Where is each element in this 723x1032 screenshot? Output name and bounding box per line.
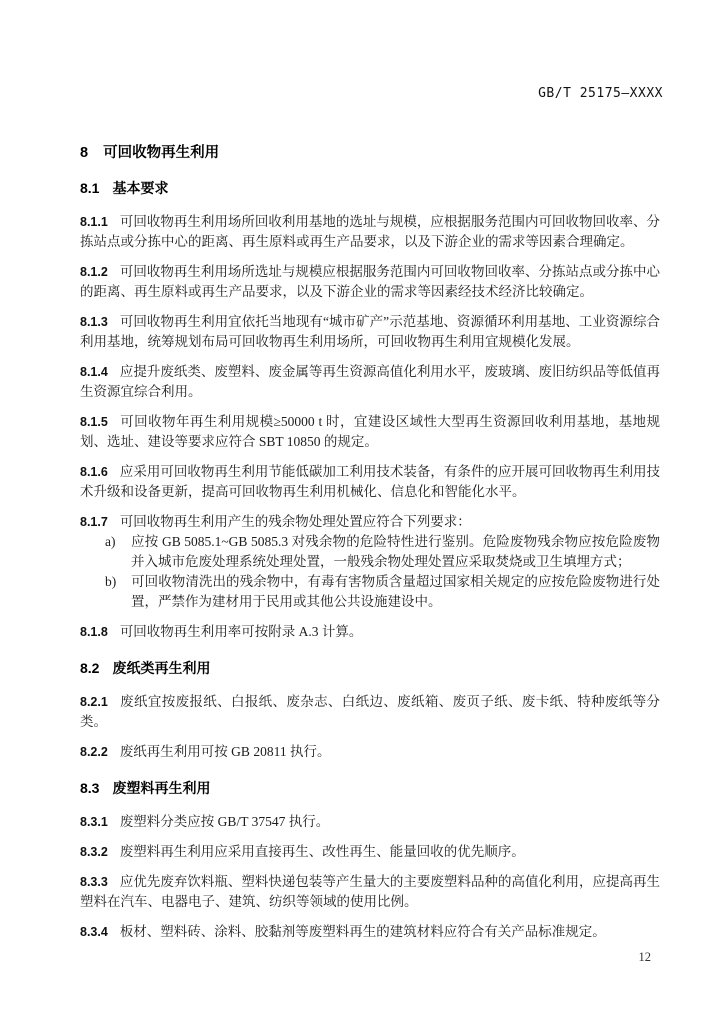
doc-number: GB/T 25175—XXXX (538, 86, 663, 101)
page-number: 12 (638, 950, 651, 964)
chapter-number: 8 (80, 145, 89, 161)
chapter-heading (80, 145, 660, 161)
clause-8-1-3 (80, 312, 660, 352)
section-number: 8.3 (80, 780, 100, 796)
section-heading (80, 780, 660, 796)
clause-8-2-2 (80, 742, 660, 762)
clause-8-3-4 (80, 922, 660, 942)
clause-8-3-2 (80, 842, 660, 862)
clause-text: 可回收物再生利用产生的残余物处理处置应符合下列要求： (119, 514, 471, 529)
section-heading (80, 180, 660, 196)
list-item-text: 应按 GB 5085.1~GB 5085.3 对残余物的危险特性进行鉴别。危险废物残余物应按危险废物并入城市危废处理系统处理处置，一般残余物处理处置应采取焚烧或卫生填埋方式； (131, 534, 660, 569)
section-title: 废纸类再生利用 (112, 660, 211, 676)
clause-text: 可回收物再生利用率可按附录 A.3 计算。 (119, 624, 363, 639)
clause-number: 8.1.7 (80, 515, 108, 529)
list-item-label: b) (105, 574, 117, 589)
clause-8-3-3 (80, 872, 660, 912)
list-item-a (105, 532, 660, 572)
clause-text: 可回收物再生利用宜依托当地现有“城市矿产”示范基地、资源循环利用基地、工业资源综合利用基地，统筹规划布局可回收物再生利用场所，可回收物再生利用宜规模化发展。 (80, 314, 660, 349)
clause-number: 8.1.4 (80, 365, 108, 379)
section-number: 8.2 (80, 660, 100, 676)
clause-8-1-7-list (105, 532, 660, 612)
clause-8-1-7 (80, 512, 660, 532)
clause-8-1-4 (80, 362, 660, 402)
clause-number: 8.2.2 (80, 745, 108, 759)
section-title: 废塑料再生利用 (112, 780, 211, 796)
clause-number: 8.1.2 (80, 265, 108, 279)
clause-number: 8.1.3 (80, 315, 108, 329)
list-item-b (105, 572, 660, 612)
clause-number: 8.2.1 (80, 695, 108, 709)
section-8-3 (80, 780, 660, 942)
clause-8-1-8 (80, 622, 660, 642)
list-item-text: 可回收物清洗出的残余物中，有毒有害物质含量超过国家相关规定的应按危险废物进行处置，严禁作为建材用于民用或其他公共设施建设中。 (131, 574, 660, 609)
clause-number: 8.1.8 (80, 625, 108, 639)
clause-text: 废塑料分类应按 GB/T 37547 执行。 (119, 814, 330, 829)
clause-text: 应采用可回收物再生利用节能低碳加工利用技术装备，有条件的应开展可回收物再生利用技术升级和设备更新，提高可回收物再生利用机械化、信息化和智能化水平。 (80, 464, 660, 499)
clause-text: 可回收物再生利用场所回收利用基地的选址与规模，应根据服务范围内可回收物回收率、分拣站点或分拣中心的距离、再生原料或再生产品要求，以及下游企业的需求等因素合理确定。 (80, 214, 660, 249)
chapter-title: 可回收物再生利用 (103, 145, 220, 161)
clause-text: 废纸宜按废报纸、白报纸、废杂志、白纸边、废纸箱、废页子纸、废卡纸、特种废纸等分类。 (80, 694, 660, 729)
clause-number: 8.1.5 (80, 415, 108, 429)
clause-8-1-1 (80, 212, 660, 252)
clause-8-3-1 (80, 812, 660, 832)
clause-text: 应优先废弃饮料瓶、塑料快递包装等产生量大的主要废塑料品种的高值化利用，应提高再生塑料在汽车、电器电子、建筑、纺织等领域的使用比例。 (80, 874, 660, 909)
clause-number: 8.1.1 (80, 215, 108, 229)
clause-text: 废纸再生利用可按 GB 20811 执行。 (119, 744, 331, 759)
clause-number: 8.3.3 (80, 875, 108, 889)
section-heading (80, 660, 660, 676)
section-8-2 (80, 660, 660, 762)
section-title: 基本要求 (112, 180, 169, 196)
clause-8-2-1 (80, 692, 660, 732)
clause-8-1-6 (80, 462, 660, 502)
clause-number: 8.3.2 (80, 845, 108, 859)
clause-number: 8.1.6 (80, 465, 108, 479)
clause-text: 板材、塑料砖、涂料、胶黏剂等废塑料再生的建筑材料应符合有关产品标准规定。 (119, 924, 606, 939)
list-item-label: a) (105, 534, 116, 549)
section-8-1 (80, 180, 660, 642)
clause-text: 应提升废纸类、废塑料、废金属等再生资源高值化利用水平，废玻璃、废旧纺织品等低值再生资源宜综合利用。 (80, 364, 660, 399)
clause-text: 可回收物再生利用场所选址与规模应根据服务范围内可回收物回收率、分拣站点或分拣中心的距离、再生原料或再生产品要求，以及下游企业的需求等因素经技术经济比较确定。 (80, 264, 660, 299)
clause-text: 废塑料再生利用应采用直接再生、改性再生、能量回收的优先顺序。 (119, 844, 525, 859)
clause-number: 8.3.4 (80, 925, 108, 939)
clause-text: 可回收物年再生利用规模≥50000 t 时，宜建设区域性大型再生资源回收利用基地，基地规划、选址、建设等要求应符合 SBT 10850 的规定。 (80, 414, 660, 449)
clause-8-1-5 (80, 412, 660, 452)
clause-number: 8.3.1 (80, 815, 108, 829)
clause-8-1-2 (80, 262, 660, 302)
section-number: 8.1 (80, 180, 100, 196)
document-content (80, 145, 660, 952)
